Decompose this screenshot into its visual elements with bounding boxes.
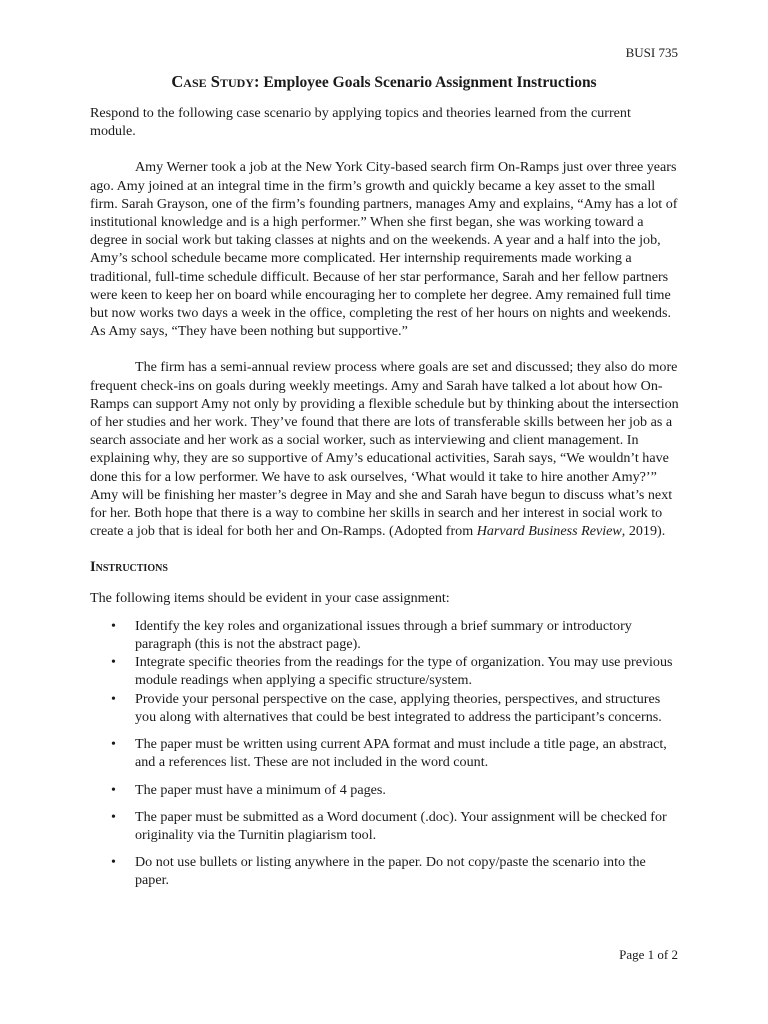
instructions-list	[90, 617, 680, 890]
list-item-text: Identify the key roles and organizational issues through a brief summary or introductory paragraph (this is not the abstract page).	[135, 617, 632, 653]
list-item-text: The paper must have a minimum of 4 pages.	[135, 781, 386, 798]
list-item	[90, 853, 680, 889]
case-paragraph-2	[90, 358, 680, 540]
course-code: BUSI 735	[625, 45, 678, 60]
list-item	[90, 690, 680, 726]
list-item	[90, 781, 680, 799]
instructions-heading: Instructions	[90, 559, 168, 576]
list-item	[90, 735, 680, 771]
bullet-icon: •	[111, 690, 116, 707]
list-item	[90, 617, 680, 653]
bullet-icon: •	[111, 617, 116, 634]
list-item	[90, 653, 680, 689]
bullet-icon: •	[111, 654, 116, 671]
page-title	[0, 72, 768, 92]
citation-source: Harvard Business Review	[476, 523, 622, 540]
list-item-text: Do not use bullets or listing anywhere in the paper. Do not copy/paste the scenario into the paper.	[135, 854, 646, 889]
list-item-text: The paper must be written using current APA format and must include a title page, an abstract, and a references list. These are not included in the word count.	[135, 736, 667, 771]
citation-tail: , 2019).	[621, 523, 666, 540]
case-paragraph-2-text: The firm has a semi-annual review process where goals are set and discussed; they also do more frequent check-ins on goals during weekly meetings. Amy and Sarah have talked a lot about how On-Ramps can support Amy not only by providing a flexible schedule but by thinking about the intersection of her studies and her work. They’ve found that there are lots of transferable skills between her job as a search associate and her work as a social worker, such as interviewing and client management. In explaining why, they are so supportive of Amy’s educational activities, Sarah says, “We wouldn’t have done this for a low performer. We have to ask ourselves, ‘What would it take to hire another Amy?’” Amy will be finishing her master’s degree in May and she and Sarah have begun to discuss what’s next for her. Both hope that there is a way to combine her skills in search and her interest in social work to create a job that is ideal for both her and On-Ramps. (Adopted from	[90, 359, 679, 540]
list-item-text: Provide your personal perspective on the case, applying theories, perspectives, and structures you along with alternatives that could be best integrated to address the participant’s concerns.	[135, 690, 662, 725]
list-item	[90, 808, 680, 844]
list-item-text: Integrate specific theories from the readings for the type of organization. You may use previous module readings when applying a specific structure/system.	[135, 654, 673, 689]
list-item-text: The paper must be submitted as a Word document (.doc). Your assignment will be checked for originality via the Turnitin plagiarism tool.	[135, 808, 667, 843]
instructions-lead: The following items should be evident in your case assignment:	[90, 589, 450, 606]
bullet-icon: •	[111, 781, 116, 798]
title-prefix: Case Study:	[171, 72, 260, 91]
bullet-icon: •	[111, 808, 116, 825]
title-text: Employee Goals Scenario Assignment Instructions	[263, 74, 597, 91]
page-number: Page 1 of 2	[619, 947, 678, 962]
document-body	[90, 104, 680, 890]
case-paragraph-1: Amy Werner took a job at the New York City-based search firm On-Ramps just over three years ago. Amy joined at an integral time in the firm’s growth and quickly became a key asset to the small firm. Sarah Grayson, one of the firm’s founding partners, manages Amy and explains, “Amy has a lot of institutional knowledge and is a high performer.” When she first began, she was working toward a degree in social work but taking classes at nights and on the weekends. A year and a half into the job, Amy’s school schedule became more complicated. Her internship requirements made working a traditional, full-time schedule difficult. Because of her star performance, Sarah and her fellow partners were keen to keep her on board while encouraging her to complete her degree. Amy remained full time but now works two days a week in the office, completing the rest of her hours on nights and weekends. As Amy says, “They have been nothing but supportive.”	[90, 159, 678, 340]
intro-paragraph: Respond to the following case scenario by applying topics and theories learned from the current module.	[90, 105, 631, 140]
bullet-icon: •	[111, 854, 116, 871]
bullet-icon: •	[111, 736, 116, 753]
